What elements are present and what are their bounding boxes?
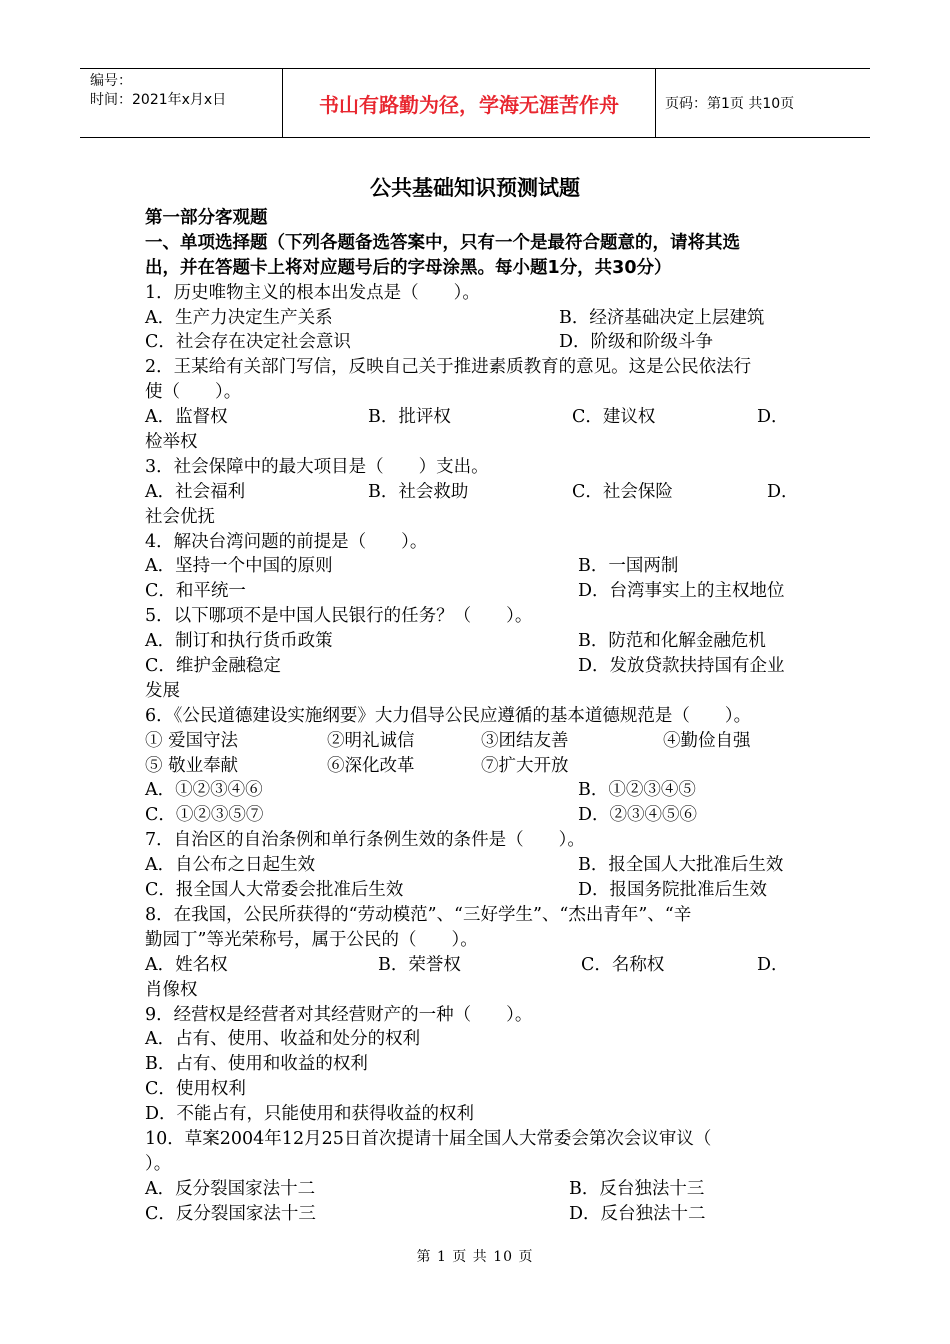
instruction-line: 一、单项选择题（下列各题备选答案中，只有一个是最符合题意的，请将其选 [145, 232, 740, 253]
document-title: 公共基础知识预测试题 [370, 176, 580, 200]
option-b: B．占有、使用和收益的权利 [145, 1054, 368, 1075]
statement-row [145, 754, 815, 779]
option-c: C．社会保险 [572, 481, 673, 502]
option-d: D．报国务院批准后生效 [578, 880, 768, 901]
option-row [145, 405, 815, 430]
section-title: 第一部分客观题 [145, 208, 268, 228]
number-label: 编号： [90, 73, 132, 89]
header-meta [80, 69, 283, 137]
question-stem: 5．以下哪项不是中国人民银行的任务？（ ）。 [145, 606, 533, 627]
option-d: D． [757, 954, 789, 975]
question-stem: 10．草案2004年12月25日首次提请十届全国人大常委会第次会议审议（ [145, 1128, 712, 1149]
header-page-info: 页码：第1页 共10页 [665, 96, 795, 112]
option-b: B．荣誉权 [378, 954, 461, 975]
question-stem: 1．历史唯物主义的根本出发点是（ ）。 [145, 282, 480, 303]
option-a: A．反分裂国家法十二 [145, 1178, 316, 1199]
option-d-continued: 发展 [145, 680, 180, 701]
option-c: C．社会存在决定社会意识 [145, 332, 351, 353]
option-d-continued: 肖像权 [145, 979, 198, 1000]
option-row [145, 654, 815, 679]
option-d: D．不能占有，只能使用和获得收益的权利 [145, 1104, 475, 1125]
option-c: C．和平统一 [145, 581, 246, 602]
option-c: C．①②③⑤⑦ [145, 805, 264, 826]
statement-6: ⑥深化改革 [327, 755, 415, 776]
option-d-continued: 社会优抚 [145, 506, 215, 527]
question-stem: 4．解决台湾问题的前提是（ ）。 [145, 531, 428, 552]
option-c: C．名称权 [581, 954, 665, 975]
option-d: D． [757, 407, 789, 428]
option-a: A．制订和执行货币政策 [145, 631, 333, 652]
option-row [145, 803, 815, 828]
question-stem: 勤园丁”等光荣称号，属于公民的（ ）。 [145, 929, 478, 950]
question-stem: 6．《公民道德建设实施纲要》大力倡导公民应遵循的基本道德规范是（ ）。 [145, 705, 752, 726]
option-b: B．批评权 [368, 407, 451, 428]
question-content [145, 206, 815, 1227]
option-c: C．反分裂国家法十三 [145, 1203, 316, 1224]
option-row [145, 480, 815, 505]
time-label: 时间：2021年x月x日 [90, 92, 227, 108]
page-header [80, 68, 870, 138]
option-d: D．阶级和阶级斗争 [559, 332, 714, 353]
statement-1: ① 爱国守法 [145, 730, 239, 751]
question-stem: 3．社会保障中的最大项目是（ ）支出。 [145, 456, 489, 477]
page-footer: 第 1 页 共 10 页 [416, 1249, 534, 1265]
question-stem: 7．自治区的自治条例和单行条例生效的条件是（ ）。 [145, 830, 585, 851]
statement-3: ③团结友善 [481, 730, 569, 751]
option-b: B．一国两制 [578, 556, 679, 577]
option-a: A．生产力决定生产关系 [145, 307, 333, 328]
option-d-continued: 检举权 [145, 432, 198, 453]
question-stem: 9．经营权是经营者对其经营财产的一种（ ）。 [145, 1004, 533, 1025]
option-b: B．报全国人大批准后生效 [578, 855, 784, 876]
statement-row [145, 729, 815, 754]
option-row [145, 306, 815, 331]
option-d: D．台湾事实上的主权地位 [578, 581, 785, 602]
question-stem: 使（ ）。 [145, 382, 242, 403]
option-b: B．经济基础决定上层建筑 [559, 307, 765, 328]
option-row [145, 579, 815, 604]
question-stem: 8．在我国，公民所获得的“劳动模范”、“三好学生”、“杰出青年”、“辛 [145, 904, 692, 925]
option-d: D．②③④⑤⑥ [578, 805, 698, 826]
option-a: A．坚持一个中国的原则 [145, 556, 333, 577]
option-a: A．占有、使用、收益和处分的权利 [145, 1029, 421, 1050]
option-b: B．反台独法十三 [569, 1178, 705, 1199]
option-a: A．①②③④⑥ [145, 780, 263, 801]
option-b: B．社会救助 [368, 481, 469, 502]
option-row [145, 629, 815, 654]
option-b: B．防范和化解金融危机 [578, 631, 766, 652]
statement-5: ⑤ 敬业奉献 [145, 755, 239, 776]
statement-7: ⑦扩大开放 [481, 755, 569, 776]
option-row [145, 853, 815, 878]
option-a: A．监督权 [145, 407, 228, 428]
option-c: C．维护金融稳定 [145, 656, 281, 677]
option-c: C．建议权 [572, 407, 656, 428]
statement-2: ②明礼诚信 [327, 730, 415, 751]
header-motto: 书山有路勤为径，学海无涯苦作舟 [283, 69, 656, 137]
option-row [145, 778, 815, 803]
question-stem: 2．王某给有关部门写信，反映自己关于推进素质教育的意见。这是公民依法行 [145, 357, 752, 378]
option-d: D．发放贷款扶持国有企业 [578, 656, 785, 677]
question-stem: ）。 [145, 1153, 172, 1174]
option-c: C．报全国人大常委会批准后生效 [145, 880, 404, 901]
option-row [145, 1177, 815, 1202]
option-d: D． [767, 481, 799, 502]
option-row [145, 878, 815, 903]
option-d: D．反台独法十二 [569, 1203, 706, 1224]
option-a: A．姓名权 [145, 954, 228, 975]
statement-4: ④勤俭自强 [663, 730, 751, 751]
option-row [145, 953, 815, 978]
option-row [145, 1202, 815, 1227]
option-b: B．①②③④⑤ [578, 780, 696, 801]
option-a: A．社会福利 [145, 481, 246, 502]
option-row [145, 330, 815, 355]
instruction-line: 出，并在答题卡上将对应题号后的字母涂黑。每小题1分，共30分） [145, 257, 672, 278]
option-c: C．使用权利 [145, 1079, 246, 1100]
option-row [145, 554, 815, 579]
option-a: A．自公布之日起生效 [145, 855, 316, 876]
